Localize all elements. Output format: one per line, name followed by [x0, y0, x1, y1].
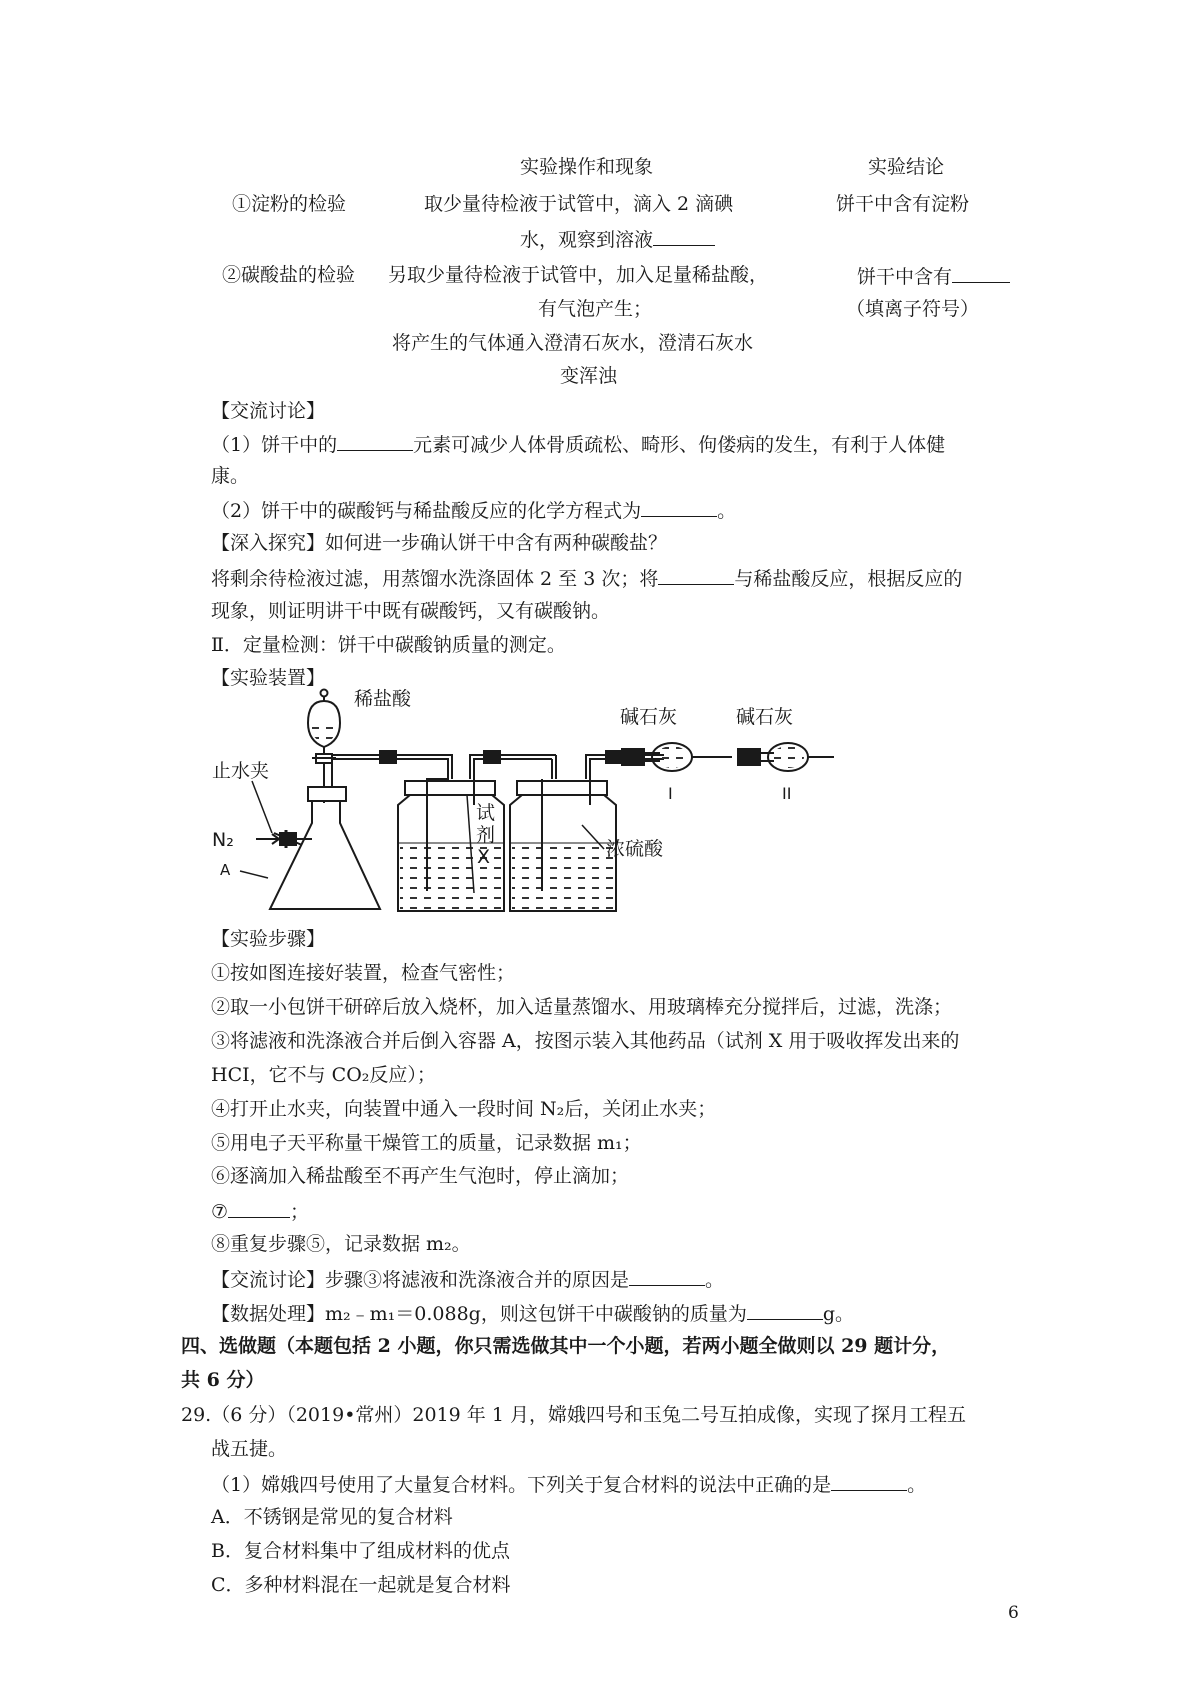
- answer-blank[interactable]: [831, 1470, 907, 1491]
- step-6: ⑥逐滴加入稀盐酸至不再产生气泡时，停止滴加；: [211, 1165, 630, 1187]
- label-n2: N₂: [212, 829, 234, 851]
- table-row1-conclusion: 饼干中含有淀粉: [836, 193, 970, 215]
- label-reagent-x-3: X: [477, 846, 491, 868]
- part2-heading: Ⅱ．定量检测：饼干中碳酸钠质量的测定。: [211, 634, 566, 656]
- q29-option-b[interactable]: B．复合材料集中了组成材料的优点: [211, 1540, 510, 1562]
- deep-line2: 现象，则证明讲干中既有碳酸钙，又有碳酸钠。: [211, 600, 611, 622]
- erlenmeyer-flask-a: [270, 801, 380, 909]
- step-7: ⑦ ；: [211, 1197, 309, 1225]
- label-soda-lime-2: 碱石灰: [736, 706, 794, 728]
- step-5: ⑤用电子天平称量干燥管工的质量，记录数据 m₁；: [211, 1132, 642, 1154]
- answer-blank[interactable]: [641, 496, 717, 517]
- answer-blank[interactable]: [653, 225, 715, 246]
- label-reagent-x-2: 剂: [476, 824, 496, 846]
- label-conc-sulfuric-acid: 浓硫酸: [606, 838, 664, 860]
- step-3-line2: HCI，它不与 CO₂反应）；: [211, 1064, 436, 1086]
- label-reagent-x-1: 试: [476, 802, 496, 824]
- discussion-heading: 【交流讨论】: [211, 400, 326, 422]
- q29-line2: 战五捷。: [211, 1438, 288, 1460]
- data-processing: 【数据处理】m₂﹣m₁＝0.088g，则这包饼干中碳酸钠的质量为 g。: [211, 1299, 854, 1327]
- step-8: ⑧重复步骤⑤，记录数据 m₂。: [211, 1233, 471, 1255]
- table-row2-operation-line2: 有气泡产生；: [538, 298, 653, 320]
- discussion-q2: （2）饼干中的碳酸钙与稀盐酸反应的化学方程式为 。: [211, 496, 736, 524]
- discussion-q1-line1: （1）饼干中的 元素可减少人体骨质疏松、畸形、佝偻病的发生，有利于人体健: [211, 430, 945, 458]
- steps-heading: 【实验步骤】: [211, 928, 326, 950]
- label-tube-ii: II: [782, 784, 792, 803]
- q29-sub1: （1）嫦娥四号使用了大量复合材料。下列关于复合材料的说法中正确的是 。: [211, 1470, 926, 1498]
- step-2: ②取一小包饼干研碎后放入烧杯，加入适量蒸馏水、用玻璃棒充分搅拌后，过滤，洗涤；: [211, 996, 953, 1018]
- label-a: A: [220, 861, 231, 879]
- deep-line1: 将剩余待检液过滤，用蒸馏水洗涤固体 2 至 3 次；将 与稀盐酸反应，根据反应的: [211, 564, 962, 592]
- table-row2-conclusion-line1: 饼干中含有: [857, 262, 1010, 290]
- label-soda-lime-1: 碱石灰: [620, 706, 678, 728]
- q29-line1: 29.（6 分）（2019•常州）2019 年 1 月，嫦娥四号和玉兔二号互拍成像，实现了探月工程五: [181, 1404, 966, 1426]
- flask-stopper: [308, 787, 346, 801]
- bottle1-stopper: [405, 781, 495, 795]
- table-row2-conclusion-line2: （填离子符号）: [846, 298, 980, 320]
- answer-blank[interactable]: [228, 1197, 290, 1218]
- label-dilute-hcl: 稀盐酸: [354, 688, 412, 710]
- table-row2-operation-line1: 另取少量待检液于试管中，加入足量稀盐酸，: [388, 264, 769, 286]
- table-header-operation: 实验操作和现象: [520, 156, 654, 178]
- label-tube-i: I: [668, 784, 673, 803]
- page-number: 6: [1008, 1603, 1019, 1623]
- funnel-stopper: [321, 690, 328, 697]
- section4-line2: 共 6 分）: [181, 1369, 265, 1391]
- q29-option-c[interactable]: C．多种材料混在一起就是复合材料: [211, 1574, 511, 1596]
- label-water-stop-clamp: 止水夹: [212, 760, 270, 782]
- table-row1-operation-line2: 水，观察到溶液: [520, 225, 715, 253]
- table-row2-operation-line4: 变浑浊: [560, 365, 618, 387]
- step-1: ①按如图连接好装置，检查气密性；: [211, 962, 516, 984]
- discussion-q1-line2: 康。: [211, 465, 250, 487]
- q29-option-a[interactable]: A．不锈钢是常见的复合材料: [211, 1506, 453, 1528]
- section4-line1: 四、选做题（本题包括 2 小题，你只需选做其中一个小题，若两小题全做则以 29 题计分，: [181, 1335, 951, 1357]
- apparatus-diagram: [212, 683, 912, 915]
- answer-blank[interactable]: [337, 430, 413, 451]
- table-header-conclusion: 实验结论: [868, 156, 945, 178]
- step-4: ④打开止水夹，向装置中通入一段时间 N₂后，关闭止水夹；: [211, 1098, 717, 1120]
- table-row2-operation-line3: 将产生的气体通入澄清石灰水，澄清石灰水: [392, 332, 754, 354]
- bottle2-stopper: [517, 781, 607, 795]
- table-row1-name: ①淀粉的检验: [232, 193, 347, 215]
- apparatus-heading: 【实验装置】: [211, 667, 326, 689]
- answer-blank[interactable]: [747, 1299, 823, 1320]
- deep-inquiry: 【深入探究】如何进一步确认饼干中含有两种碳酸盐？: [211, 532, 668, 554]
- answer-blank[interactable]: [952, 262, 1010, 283]
- table-row2-name: ②碳酸盐的检验: [222, 264, 356, 286]
- answer-blank[interactable]: [629, 1265, 705, 1286]
- discussion2: 【交流讨论】步骤③将滤液和洗涤液合并的原因是 。: [211, 1265, 724, 1293]
- answer-blank[interactable]: [658, 564, 734, 585]
- table-row1-operation-line1: 取少量待检液于试管中，滴入 2 滴碘: [424, 193, 734, 215]
- step-3-line1: ③将滤液和洗涤液合并后倒入容器 A，按图示装入其他药品（试剂 X 用于吸收挥发出来的: [211, 1030, 960, 1052]
